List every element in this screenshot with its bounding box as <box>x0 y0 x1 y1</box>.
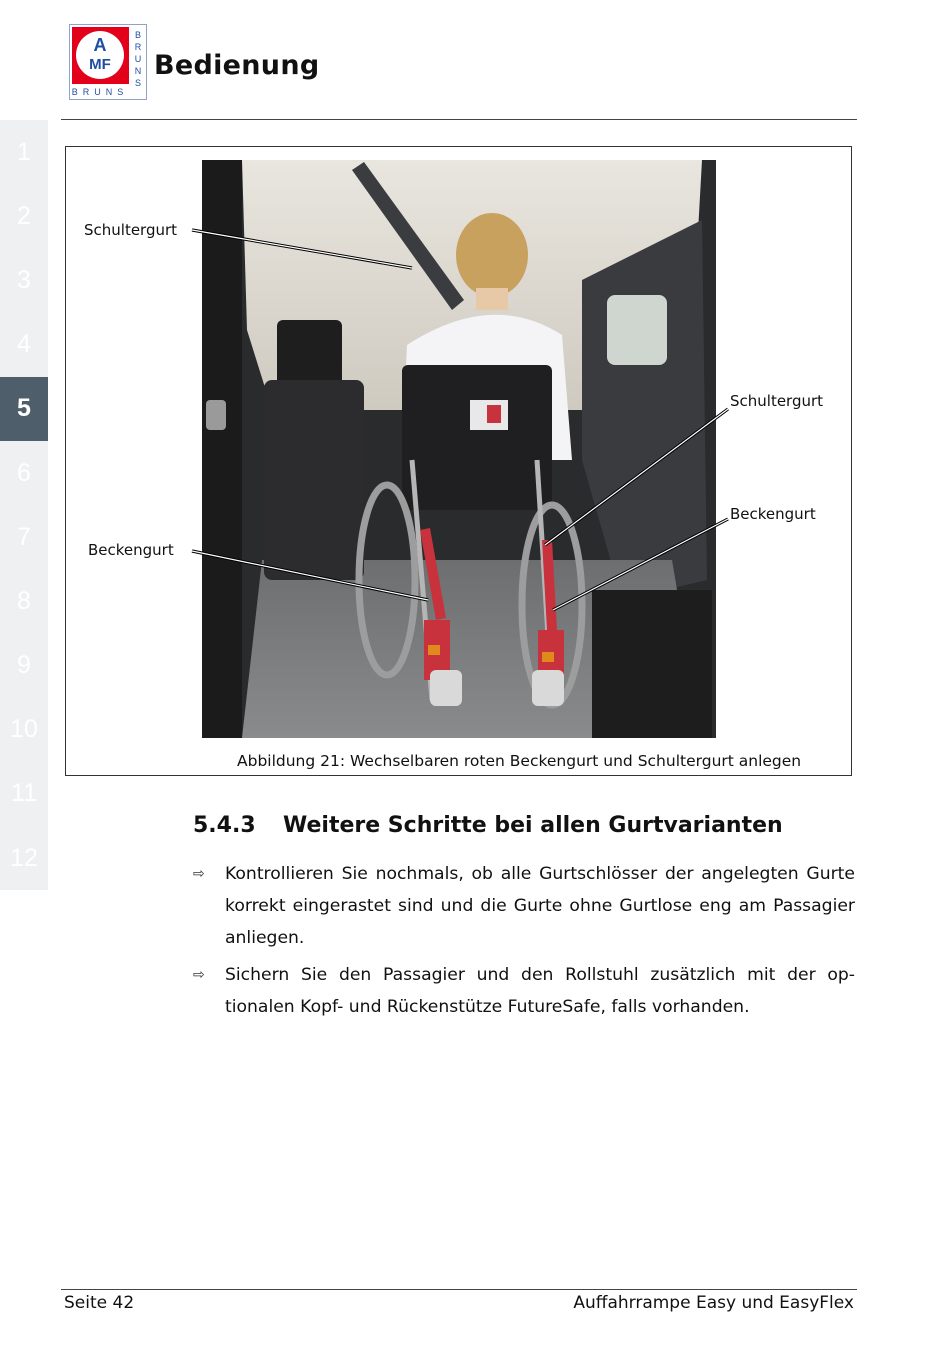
chapter-tab-10[interactable]: 10 <box>0 698 48 762</box>
section-number: 5.4.3 <box>193 813 256 838</box>
label-shoulder-belt-left: Schultergurt <box>84 221 178 239</box>
svg-text:R: R <box>134 42 142 52</box>
chapter-tab-8[interactable]: 8 <box>0 569 48 633</box>
chapter-tab-12[interactable]: 12 <box>0 826 48 890</box>
chapter-tab-7[interactable]: 7 <box>0 505 48 569</box>
svg-text:MF: MF <box>89 56 111 73</box>
header-divider <box>61 119 857 120</box>
label-shoulder-belt-right: Schultergurt <box>730 392 824 410</box>
svg-text:BRUNS: BRUNS <box>71 87 129 97</box>
figure-caption: Abbildung 21: Wechselbaren roten Beckengurt und Schultergurt anlegen <box>237 752 802 770</box>
section-title-text: Weitere Schritte bei allen Gurtvarianten <box>283 813 783 838</box>
wheelchair-belt-photo <box>202 160 716 738</box>
logo-side-text: B <box>134 30 142 40</box>
amf-bruns-logo <box>69 24 147 100</box>
list-item-text: Kontrollieren Sie nochmals, ob alle Gurtschlösser der angelegten Gurte korrekt eingerastet sind und die Gurte ohne Gurtlose eng am Passagier anliegen. <box>225 864 855 948</box>
svg-text:S: S <box>134 78 142 88</box>
label-lap-belt-left: Beckengurt <box>88 541 174 559</box>
chapter-tab-11[interactable]: 11 <box>0 762 48 826</box>
chapter-tab-9[interactable]: 9 <box>0 634 48 698</box>
arrow-right-icon: ⇨ <box>193 866 205 882</box>
arrow-right-icon: ⇨ <box>193 967 205 983</box>
svg-text:N: N <box>134 66 142 76</box>
svg-text:A: A <box>93 35 107 55</box>
chapter-tab-4[interactable]: 4 <box>0 313 48 377</box>
footer-divider <box>61 1289 857 1290</box>
chapter-tab-1[interactable]: 1 <box>0 120 48 184</box>
footer-page-number: Seite 42 <box>64 1293 135 1313</box>
chapter-tab-6[interactable]: 6 <box>0 441 48 505</box>
chapter-tab-5[interactable]: 5 <box>0 377 48 441</box>
list-item <box>193 858 855 954</box>
step-list <box>193 858 855 1028</box>
section-heading <box>193 813 783 838</box>
chapter-tab-3[interactable]: 3 <box>0 248 48 312</box>
list-item <box>193 959 855 1023</box>
list-item-text: Sichern Sie den Passagier und den Rollstuhl zusätzlich mit der optionalen Kopf- und Rückenstütze FutureSafe, falls vorhanden. <box>225 965 855 1017</box>
page-header-title: Bedienung <box>154 50 320 81</box>
svg-text:U: U <box>134 54 142 64</box>
label-lap-belt-right: Beckengurt <box>730 505 816 523</box>
footer-product-name: Auffahrrampe Easy und EasyFlex <box>573 1293 854 1313</box>
chapter-tab-2[interactable]: 2 <box>0 184 48 248</box>
chapter-tab-strip <box>0 120 48 890</box>
